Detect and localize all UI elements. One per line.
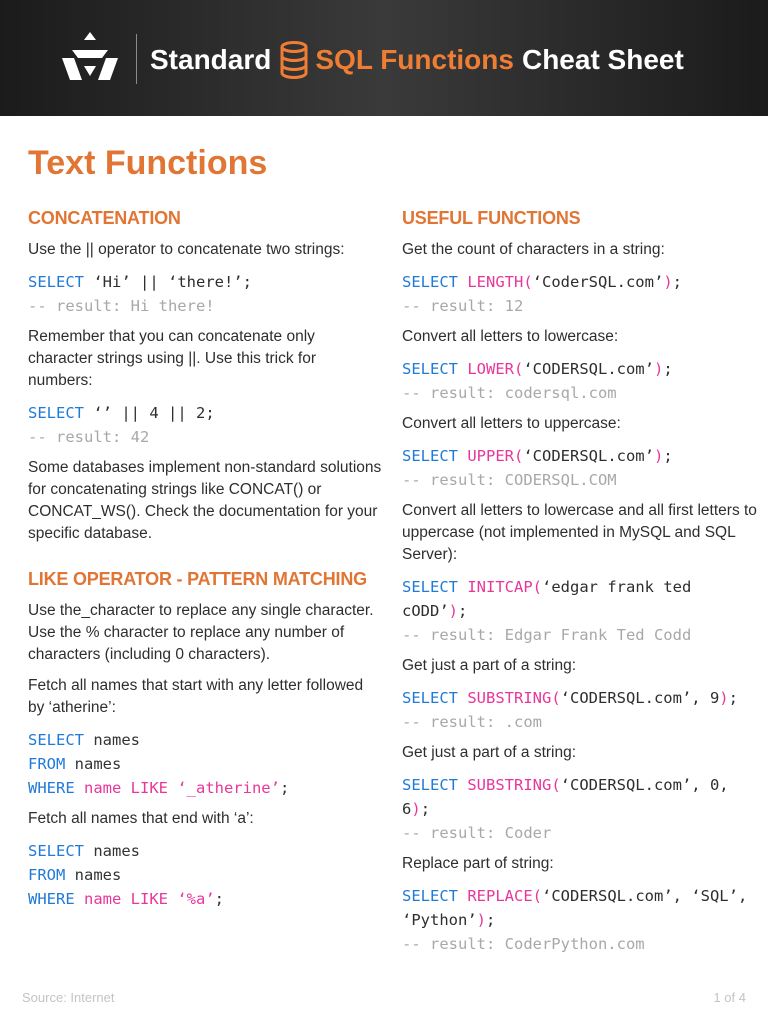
function-description: Convert all letters to lowercase:: [402, 328, 619, 345]
header-banner: [0, 0, 768, 116]
concatenation-databases-note: Some databases implement non-standard solutions for concatenating strings like CONCAT() or CONCAT_WS(). Check the documentation for your specific database.: [28, 459, 382, 542]
code-result: -- result: 42: [28, 428, 150, 446]
function-example: [402, 444, 757, 492]
footer-source: Source: Internet: [22, 990, 115, 1005]
function-description: Get just a part of a string:: [402, 657, 577, 674]
concatenation-intro: Use the || operator to concatenate two strings:: [28, 241, 345, 258]
code-text: ‘’ || 4 || 2;: [84, 404, 215, 422]
code-args: ‘CODERSQL.com’, 9: [560, 689, 720, 707]
function-example: [402, 270, 757, 318]
code-keyword: SELECT: [28, 842, 84, 860]
code-text: ;: [663, 447, 673, 465]
code-text: ;: [279, 779, 290, 797]
like-start-note: Fetch all names that start with any letter followed by ‘atherine’:: [28, 677, 364, 716]
concatenation-heading: CONCATENATION: [28, 208, 181, 228]
code-function: name LIKE ‘%a’: [74, 890, 215, 908]
code-function: SUBSTRING(: [458, 776, 561, 794]
code-args: ‘CODERSQL.com’, ‘SQL’, ‘Python’: [402, 887, 757, 929]
code-text: ;: [663, 360, 673, 378]
code-text: ;: [214, 890, 224, 908]
code-function-close: ): [476, 911, 486, 929]
code-function: UPPER(: [458, 447, 524, 465]
code-result: -- result: codersql.com: [402, 384, 617, 402]
brand-logo-icon: [58, 30, 122, 86]
header-title-standard: Standard: [150, 44, 272, 75]
code-function-close: ): [653, 360, 664, 378]
function-example: [402, 773, 757, 845]
code-function: name LIKE ‘_atherine’: [74, 779, 280, 797]
code-keyword: SELECT: [402, 273, 458, 291]
header-title: [150, 40, 684, 80]
function-description: Get the count of characters in a string:: [402, 241, 665, 258]
code-keyword: WHERE: [28, 779, 75, 797]
like-intro: Use the_character to replace any single character. Use the % character to replace any number of characters (including 0 characters).: [28, 602, 374, 663]
function-example: [402, 575, 757, 647]
code-function-close: ): [663, 273, 673, 291]
code-keyword: SELECT: [402, 447, 458, 465]
database-icon: [279, 41, 309, 79]
code-result: -- result: CODERSQL.COM: [402, 471, 617, 489]
code-keyword: SELECT: [402, 776, 458, 794]
code-args: ‘CODERSQL.com’: [523, 447, 654, 465]
function-description: Replace part of string:: [402, 855, 554, 872]
code-text: ;: [672, 273, 682, 291]
code-text: names: [65, 866, 122, 884]
header-title-sql-functions: SQL Functions: [315, 44, 514, 75]
code-args: ‘CODERSQL.com’, 0, 6: [402, 776, 738, 818]
code-result: -- result: 12: [402, 297, 524, 315]
page-title: Text Functions: [28, 144, 268, 182]
concatenation-note: Remember that you can concatenate only character strings using ||. Use this trick for numbers:: [28, 328, 317, 389]
code-keyword: SELECT: [402, 578, 458, 596]
code-result: -- result: CoderPython.com: [402, 935, 645, 953]
code-result: -- result: .com: [402, 713, 542, 731]
function-example: [402, 884, 757, 956]
right-column: [402, 208, 757, 964]
function-description: Get just a part of a string:: [402, 744, 577, 761]
left-column: [28, 208, 383, 919]
code-args: ‘edgar frank ted cODD’: [402, 578, 701, 620]
code-text: ;: [420, 800, 431, 818]
code-keyword: SELECT: [28, 404, 84, 422]
function-description: Convert all letters to uppercase:: [402, 415, 621, 432]
code-function: SUBSTRING(: [458, 689, 561, 707]
code-function-close: ): [719, 689, 729, 707]
code-result: -- result: Coder: [402, 824, 552, 842]
function-example: [402, 686, 757, 734]
code-function-close: ): [448, 602, 459, 620]
useful-functions-heading: USEFUL FUNCTIONS: [402, 208, 581, 228]
like-example-2: [28, 839, 383, 911]
code-function-close: ): [653, 447, 664, 465]
code-text: names: [84, 731, 140, 749]
like-end-note: Fetch all names that end with ‘a’:: [28, 810, 254, 827]
code-keyword: SELECT: [402, 887, 458, 905]
like-operator-heading: LIKE OPERATOR - PATTERN MATCHING: [28, 569, 367, 589]
code-args: ‘CoderSQL.com’: [532, 273, 664, 291]
useful-functions-list: [402, 239, 757, 956]
code-text: names: [84, 842, 140, 860]
code-function: REPLACE(: [458, 887, 542, 905]
code-function: INITCAP(: [458, 578, 542, 596]
header-divider: [136, 34, 137, 84]
code-keyword: WHERE: [28, 890, 75, 908]
function-example: [402, 357, 757, 405]
concatenation-example-2: [28, 401, 383, 449]
code-text: ‘Hi’ || ‘there!’;: [84, 273, 252, 291]
code-function-close: ): [411, 800, 421, 818]
code-keyword: SELECT: [402, 689, 458, 707]
footer-page-number: 1 of 4: [713, 990, 746, 1005]
function-description: Convert all letters to lowercase and all first letters to uppercase (not implemented in MySQL and SQL Server):: [402, 502, 757, 563]
concatenation-example-1: [28, 270, 383, 318]
code-text: ;: [458, 602, 468, 620]
code-keyword: FROM: [28, 755, 66, 773]
code-result: -- result: Hi there!: [28, 297, 215, 315]
code-keyword: SELECT: [28, 731, 84, 749]
code-text: names: [65, 755, 122, 773]
code-args: ‘CODERSQL.com’: [523, 360, 654, 378]
code-keyword: SELECT: [28, 273, 84, 291]
code-text: ;: [486, 911, 496, 929]
code-function: LENGTH(: [458, 273, 533, 291]
code-keyword: SELECT: [402, 360, 458, 378]
code-text: ;: [728, 689, 738, 707]
code-keyword: FROM: [28, 866, 66, 884]
header-title-cheat-sheet: Cheat Sheet: [521, 44, 684, 75]
code-function: LOWER(: [458, 360, 524, 378]
like-example-1: [28, 728, 383, 800]
code-result: -- result: Edgar Frank Ted Codd: [402, 626, 692, 644]
